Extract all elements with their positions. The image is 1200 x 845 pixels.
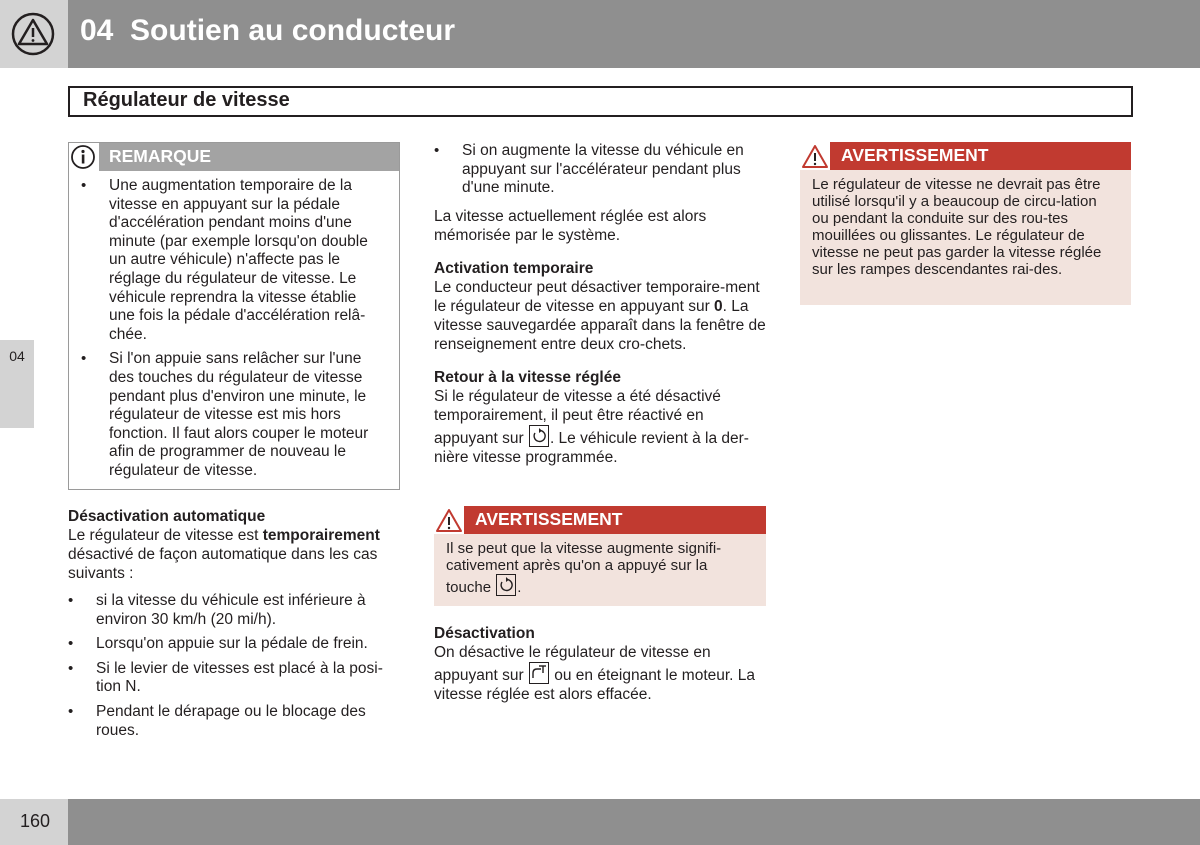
list-item: • Si on augmente la vitesse du véhicule en appuyant sur l'accélérateur pendant plus d'une minute. — [434, 142, 766, 198]
memorized-text: La vitesse actuellement réglée est alors mémorisée par le système. — [434, 207, 707, 244]
temp-text-2: . La vitesse sauvegardée apparaît dans la fenêtre de renseignement entre deux cro-chets. — [434, 297, 766, 353]
warning-triangle-icon — [0, 0, 68, 68]
header-icon-box — [0, 0, 68, 68]
note-box — [68, 142, 400, 490]
chapter-title: 04 Soutien au conducteur — [80, 14, 456, 47]
intro-text-2: désactivé de façon automatique dans les cas suivants : — [68, 546, 378, 582]
warning-triangle-icon — [434, 506, 464, 534]
warning-box-speed — [434, 506, 766, 606]
auto-deactivation-intro — [68, 526, 398, 583]
auto-deactivation-list — [68, 592, 398, 740]
cruise-off-icon — [529, 662, 549, 684]
warning-text-2: . — [517, 579, 522, 596]
info-icon — [69, 143, 99, 171]
resume-icon — [529, 425, 549, 447]
temp-bold: 0 — [714, 297, 723, 315]
warning-triangle-icon — [800, 142, 830, 170]
warning-icon-box — [434, 506, 464, 534]
temp-text-1: Le conducteur peut désactiver temporaire-ment le régulateur de vitesse en appuyant sur — [434, 278, 760, 315]
warning-title: AVERTISSEMENT — [475, 509, 623, 529]
warning-box-traffic — [800, 142, 1131, 305]
page-number: 160 — [20, 811, 51, 831]
note-item: • Si l'on appuie sans relâcher sur l'une des touches du régulateur de vitesse pendant plus d'environ une minute, le régulateur de vitesse est mis hors fonction. Il faut alors couper le moteur afin de programmer de nouveau le régulateur de vitesse. — [81, 350, 386, 480]
deactivation-text — [434, 643, 766, 704]
deactivation-section — [434, 624, 766, 704]
intro-bold: temporairement — [262, 527, 380, 544]
warning-title: AVERTISSEMENT — [841, 145, 989, 165]
list-item: • Pendant le dérapage ou le blocage des roues. — [68, 703, 398, 740]
deact-text-1: On désactive le régulateur de vitesse en appuyant sur — [434, 644, 711, 684]
warning-header — [800, 142, 1131, 170]
warning-icon-box — [800, 142, 830, 170]
warning-text-1: Il se peut que la vitesse augmente signifi-cativement après qu'on a appuyé sur la touche — [446, 540, 722, 596]
note-list — [81, 177, 386, 487]
column-2-list — [434, 142, 766, 198]
list-item: • Si le levier de vitesses est placé à la posi-tion N. — [68, 660, 398, 697]
warning-header — [434, 506, 766, 534]
note-title: REMARQUE — [109, 146, 212, 166]
auto-deactivation-section — [68, 507, 398, 746]
list-item: • si la vitesse du véhicule est inférieure à environ 30 km/h (20 mi/h). — [68, 592, 398, 629]
footer-bar — [68, 799, 1200, 845]
note-icon-box — [69, 143, 99, 171]
list-item: • Lorsqu'on appuie sur la pédale de frein. — [68, 635, 398, 654]
return-text-2: . Le véhicule revient à la der-nière vitesse programmée. — [434, 429, 749, 466]
temp-activation-text — [434, 278, 766, 354]
temp-activation-heading: Activation temporaire — [434, 259, 594, 277]
return-text-1: Si le régulateur de vitesse a été désactivé temporairement, il peut être réactivé en appuyant sur — [434, 387, 721, 447]
auto-deactivation-heading: Désactivation automatique — [68, 508, 266, 525]
resume-icon — [496, 574, 516, 596]
section-title: Régulateur de vitesse — [83, 89, 290, 111]
side-tab-label: 04 — [9, 348, 25, 364]
return-speed-text — [434, 387, 766, 467]
column-2 — [434, 142, 766, 467]
note-header — [69, 143, 399, 171]
chapter-side-tab — [0, 340, 34, 428]
warning-text: Le régulateur de vitesse ne devrait pas être utilisé lorsqu'il y a beaucoup de circu-lation ou pendant la conduite sur des rou-tes mouillées ou glissantes. Le régulateur de vitesse ne peut pas garder la vitesse réglée sur les rampes descendantes rai-des. — [812, 176, 1102, 278]
return-speed-heading: Retour à la vitesse réglée — [434, 368, 621, 386]
section-title-box — [68, 86, 1133, 117]
deact-text-2: ou en éteignant le moteur. La vitesse réglée est alors effacée. — [434, 667, 756, 703]
warning-text — [446, 540, 751, 596]
note-item: • Une augmentation temporaire de la vitesse en appuyant sur la pédale d'accélération pendant moins d'une minute (par exemple lorsqu'on double un autre véhicule) n'affecte pas le réglage du régulateur de vitesse. Le véhicule reprendra la vitesse établie une fois la pédale d'accélération relâ-chée. — [81, 177, 386, 344]
intro-text: Le régulateur de vitesse est — [68, 527, 263, 544]
deactivation-heading: Désactivation — [434, 625, 535, 642]
